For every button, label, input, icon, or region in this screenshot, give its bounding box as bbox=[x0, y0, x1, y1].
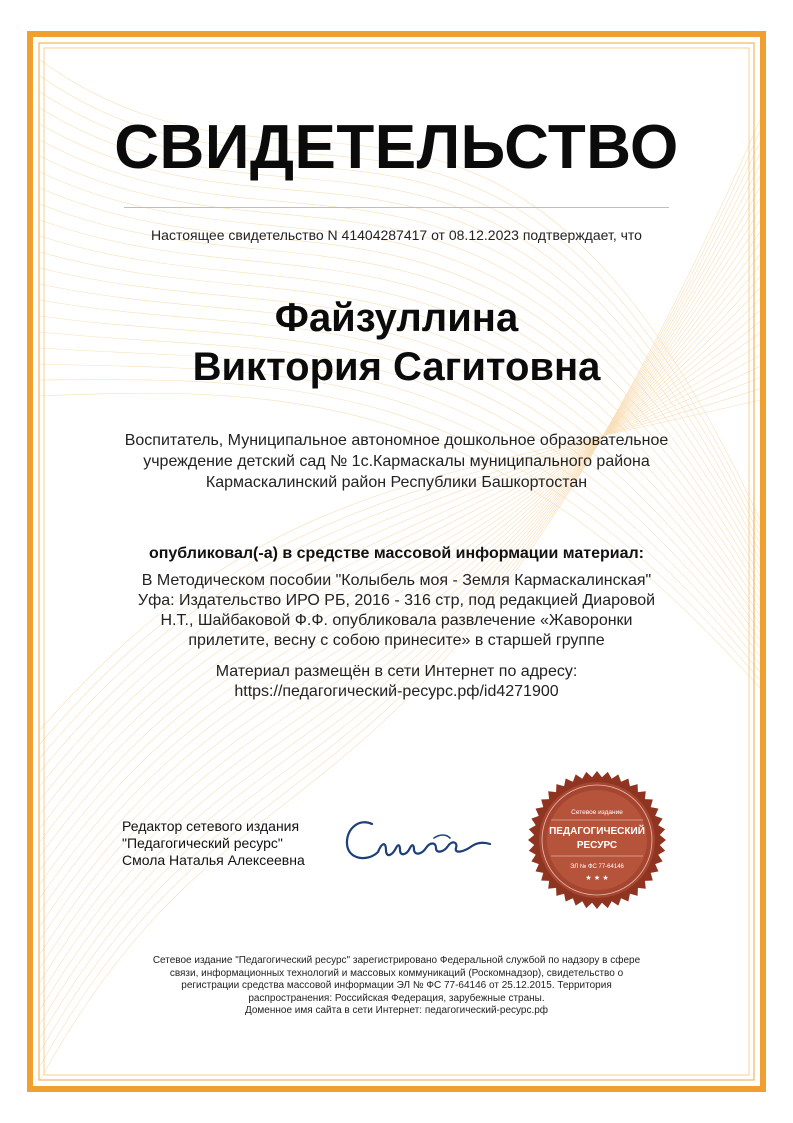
seal-name-line2: РЕСУРС bbox=[576, 840, 618, 851]
publication-line: Уфа: Издательство ИРО РБ, 2016 - 316 стр, под редакцией Диаровой bbox=[137, 592, 656, 609]
position-line: Воспитатель, Муниципальное автономное дошкольное образовательное bbox=[124, 432, 669, 449]
publication-line: Н.Т., Шайбаковой Ф.Ф. опубликовала развлечение «Жаворонки bbox=[160, 612, 633, 629]
recipient-position bbox=[110, 430, 683, 493]
publisher-seal bbox=[527, 770, 667, 910]
url-label: Материал размещён в сети Интернет по адресу: bbox=[215, 663, 578, 680]
editor-signature bbox=[338, 812, 498, 872]
seal-top-text: Сетевое издание bbox=[571, 809, 623, 816]
seal-stars: ★ ★ ★ bbox=[585, 874, 609, 882]
publication-description bbox=[120, 571, 673, 651]
recipient-surname: Файзуллина bbox=[274, 296, 519, 340]
publication-line: прилетите, весну с собою принесите» в старшей группе bbox=[188, 632, 605, 649]
position-line: Кармаскалинский район Республики Башкортостан bbox=[205, 474, 588, 491]
title-divider bbox=[124, 207, 669, 208]
editor-line: Редактор сетевого издания bbox=[122, 818, 300, 834]
footer-line: связи, информационных технологий и массовых коммуникаций (Роскомнадзор), свидетельство о bbox=[169, 967, 624, 979]
footer-line: Доменное имя сайта в сети Интернет: педагогический-ресурс.рф bbox=[244, 1005, 549, 1016]
editor-block bbox=[122, 818, 305, 869]
certificate-intro: Настоящее свидетельство N 41404287417 от 08.12.2023 подтверждает, что bbox=[151, 227, 642, 243]
publication-heading: опубликовал(-а) в средстве массовой информации материал: bbox=[148, 545, 645, 562]
publication-line: В Методическом пособии "Колыбель моя - Земля Кармаскалинская" bbox=[141, 572, 652, 589]
recipient-given-names: Виктория Сагитовна bbox=[192, 345, 601, 389]
seal-reg-number: ЭЛ № ФС 77-64146 bbox=[570, 864, 624, 870]
seal-name-line1: ПЕДАГОГИЧЕСКИЙ bbox=[549, 826, 645, 837]
footer-line: Сетевое издание "Педагогический ресурс" зарегистрировано Федеральной службой по надзору в сфере bbox=[152, 955, 641, 966]
recipient-name bbox=[0, 294, 793, 392]
footer-line: регистрации средства массовой информации ЭЛ № ФС 77-64146 от 25.12.2015. Территория bbox=[181, 980, 612, 991]
certificate-title: СВИДЕТЕЛЬСТВО bbox=[114, 113, 679, 182]
position-line: учреждение детский сад № 1с.Кармаскалы муниципального района bbox=[143, 453, 650, 470]
material-url: https://педагогический-ресурс.рф/id4271900 bbox=[234, 683, 559, 700]
footer-line: распространения: Российская Федерация, зарубежные страны. bbox=[248, 992, 545, 1004]
legal-footer bbox=[110, 955, 683, 1018]
editor-line: Смола Наталья Алексеевна bbox=[122, 852, 305, 868]
editor-line: "Педагогический ресурс" bbox=[122, 835, 283, 851]
